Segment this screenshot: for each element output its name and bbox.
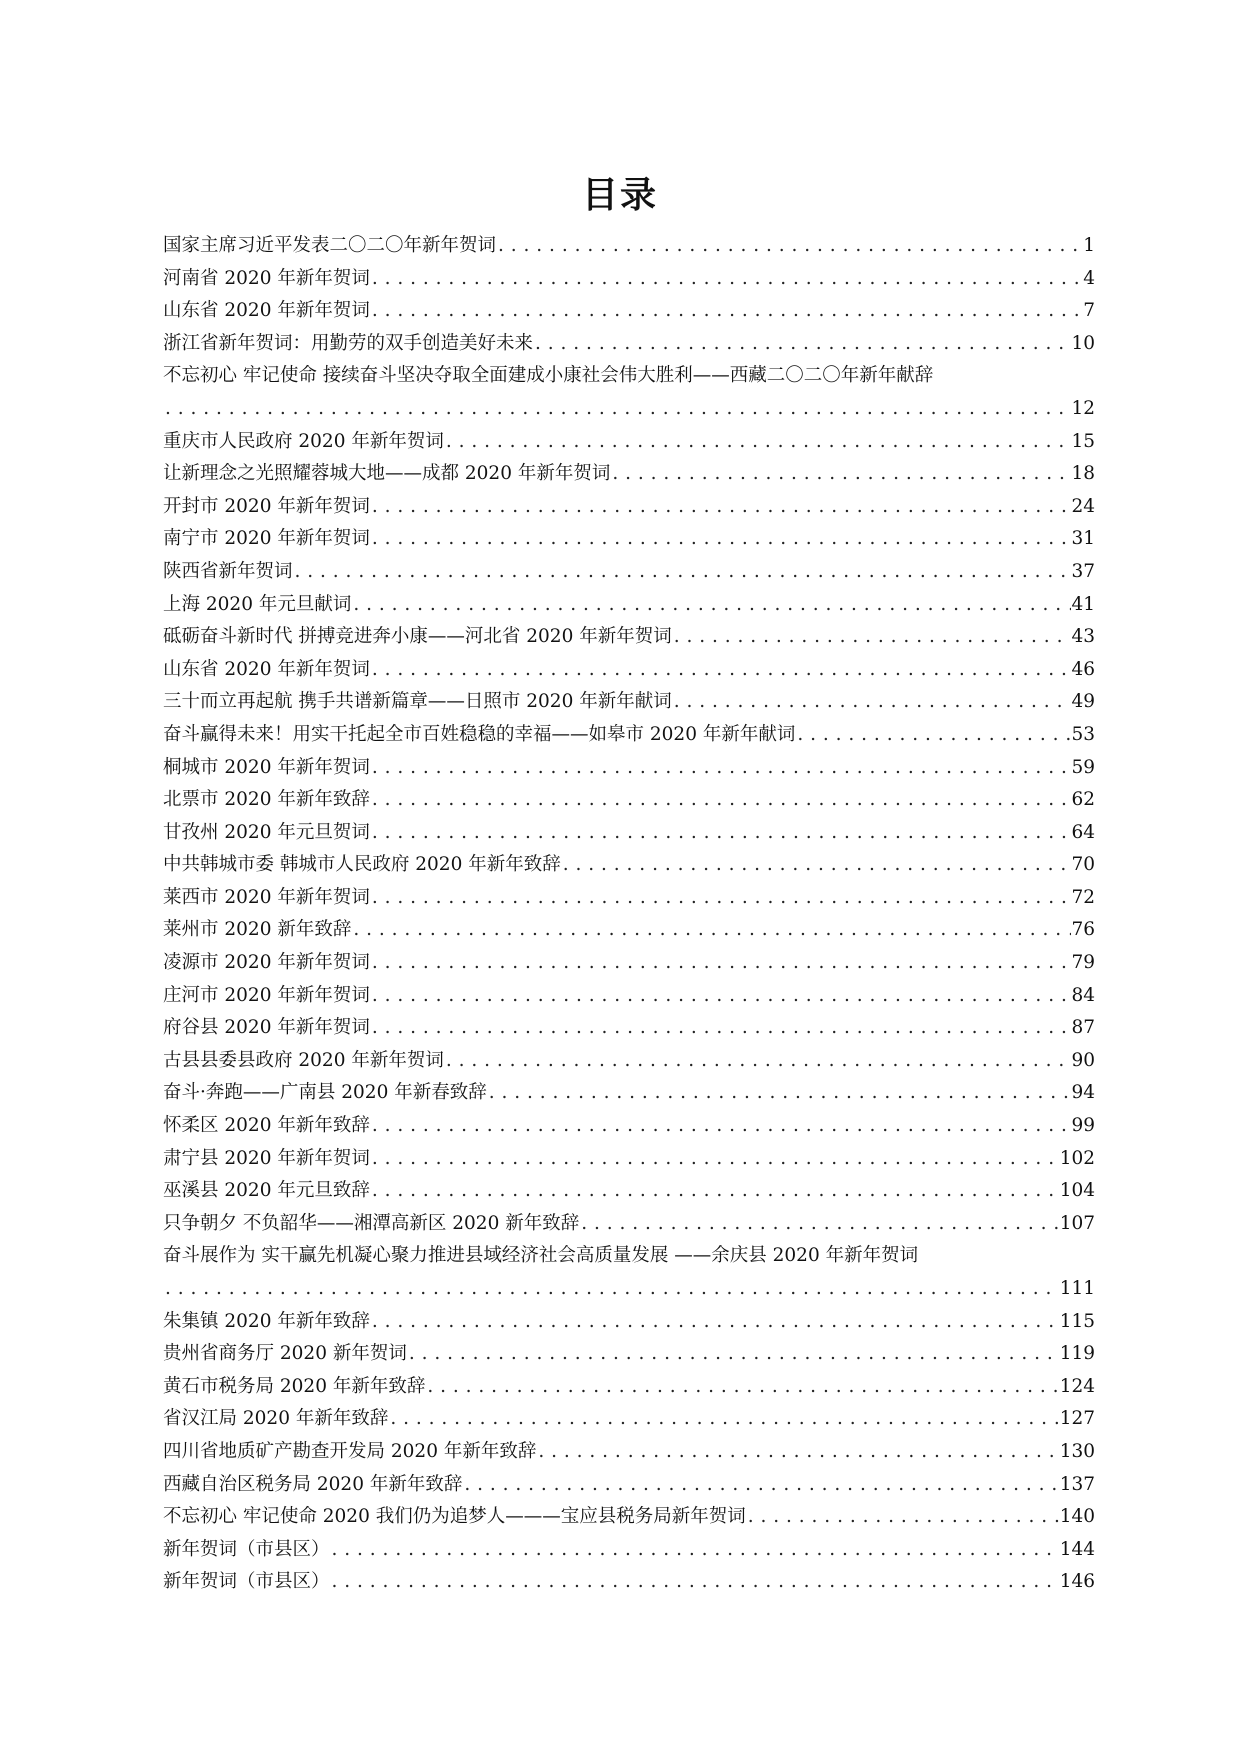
toc-page-number: 137 [1059, 1473, 1095, 1495]
dot-leader [610, 458, 1071, 491]
toc-entry-title: 只争朝夕 不负韶华——湘潭高新区 2020 新年致辞 [163, 1212, 580, 1234]
toc-entry-title: 新年贺词（市县区） [163, 1571, 330, 1593]
dot-leader [330, 1534, 1060, 1567]
dot-leader [533, 328, 1071, 361]
toc-page-number: 43 [1071, 626, 1095, 648]
dot-leader [672, 621, 1072, 654]
toc-page-number: 24 [1071, 495, 1095, 517]
toc-page-number: 111 [1059, 1278, 1095, 1299]
toc-page-number: 124 [1059, 1375, 1095, 1397]
toc-page-number: 94 [1071, 1082, 1095, 1104]
toc-page-number: 72 [1071, 886, 1095, 908]
dot-leader [672, 686, 1072, 719]
toc-entry[interactable] [163, 654, 1095, 687]
toc-entry-title: 陕西省新年贺词 [163, 560, 293, 582]
toc-entry[interactable] [163, 1045, 1095, 1078]
toc-entry[interactable] [163, 947, 1095, 980]
toc-entry-title: 北票市 2020 年新年致辞 [163, 789, 370, 811]
toc-entry[interactable] [163, 1077, 1095, 1110]
toc-entry[interactable] [163, 1012, 1095, 1045]
dot-leader [370, 1175, 1060, 1208]
dot-leader [370, 654, 1072, 687]
toc-entry-title: 奋斗展作为 实干赢先机凝心聚力推进县域经济社会高质量发展 ——余庆县 2020 年新年贺词 [163, 1245, 919, 1267]
dot-leader [330, 1566, 1060, 1599]
toc-entry[interactable] [163, 426, 1095, 459]
dot-leader [351, 914, 1071, 947]
dot-leader [579, 1208, 1059, 1241]
toc-entry-title: 巫溪县 2020 年元旦致辞 [163, 1180, 370, 1202]
toc-page-number: 59 [1071, 756, 1095, 778]
toc-entry[interactable] [163, 491, 1095, 524]
toc-entry[interactable] [163, 817, 1095, 850]
toc-entry[interactable] [163, 1469, 1095, 1502]
toc-page-number: 119 [1059, 1343, 1095, 1365]
toc-page-number: 15 [1071, 430, 1095, 452]
toc-entry-title: 让新理念之光照耀蓉城大地——成都 2020 年新年贺词 [163, 463, 611, 485]
toc-page-number: 130 [1059, 1440, 1095, 1462]
toc-page-number: 140 [1059, 1506, 1095, 1528]
toc-entry-title: 浙江省新年贺词：用勤劳的双手创造美好未来 [163, 332, 534, 354]
dot-leader [425, 1371, 1059, 1404]
dot-leader [370, 295, 1083, 328]
toc-entry[interactable] [163, 686, 1095, 719]
toc-entry-title: 贵州省商务厅 2020 新年贺词 [163, 1343, 407, 1365]
toc-entry[interactable] [163, 849, 1095, 882]
toc-entry[interactable] [163, 1338, 1095, 1371]
toc-page-number: 107 [1059, 1212, 1095, 1234]
toc-entry-title: 砥砺奋斗新时代 拼搏竞进奔小康——河北省 2020 年新年贺词 [163, 626, 672, 648]
toc-entry[interactable] [163, 719, 1095, 752]
toc-entry-title: 省汉江局 2020 年新年致辞 [163, 1408, 389, 1430]
toc-entry[interactable] [163, 263, 1095, 296]
dot-leader [163, 1273, 1060, 1306]
toc-entry-title: 朱集镇 2020 年新年致辞 [163, 1310, 370, 1332]
toc-entry-title: 山东省 2020 年新年贺词 [163, 658, 370, 680]
toc-entry[interactable] [163, 458, 1095, 491]
dot-leader [370, 523, 1072, 556]
toc-entry-title: 古县县委县政府 2020 年新年贺词 [163, 1049, 444, 1071]
toc-entry-title: 肃宁县 2020 年新年贺词 [163, 1147, 370, 1169]
toc-entry[interactable] [163, 914, 1095, 947]
toc-page-number: 12 [1071, 397, 1095, 419]
dot-leader [370, 980, 1072, 1013]
toc-entry-title: 桐城市 2020 年新年贺词 [163, 756, 370, 778]
toc-page-number: 104 [1059, 1180, 1095, 1202]
toc-entry[interactable] [163, 1534, 1095, 1567]
toc-page-number: 99 [1071, 1115, 1095, 1137]
toc-page-number: 115 [1059, 1310, 1095, 1332]
toc-page-number: 64 [1071, 821, 1095, 843]
toc-entry[interactable] [163, 980, 1095, 1013]
toc-entry-title: 黄石市税务局 2020 年新年致辞 [163, 1375, 426, 1397]
toc-entry-title: 莱州市 2020 新年致辞 [163, 919, 352, 941]
toc-entry[interactable] [163, 1208, 1095, 1241]
toc-entry[interactable] [163, 523, 1095, 556]
toc-entry[interactable] [163, 1501, 1095, 1534]
toc-page-number: 102 [1059, 1147, 1095, 1169]
toc-entry-title: 甘孜州 2020 年元旦贺词 [163, 821, 370, 843]
toc-entry[interactable] [163, 882, 1095, 915]
toc-entry-title: 山东省 2020 年新年贺词 [163, 300, 370, 322]
dot-leader [561, 849, 1072, 882]
toc-page-number: 70 [1071, 854, 1095, 876]
toc-entry-title: 重庆市人民政府 2020 年新年贺词 [163, 430, 444, 452]
toc-entry-title: 奋斗·奔跑——广南县 2020 年新春致辞 [163, 1082, 487, 1104]
dot-leader [388, 1403, 1059, 1436]
toc-page-number: 144 [1059, 1538, 1095, 1560]
toc-entry-title: 西藏自治区税务局 2020 年新年致辞 [163, 1473, 463, 1495]
dot-leader [407, 1338, 1060, 1371]
toc-page-number: 46 [1071, 658, 1095, 680]
toc-entry[interactable] [163, 1175, 1095, 1208]
toc-page-number: 84 [1071, 984, 1095, 1006]
toc-entry-title: 庄河市 2020 年新年贺词 [163, 984, 370, 1006]
toc-page-number: 53 [1071, 723, 1095, 745]
dot-leader [370, 1012, 1072, 1045]
toc-entry[interactable] [163, 1306, 1095, 1339]
toc-entry[interactable] [163, 1436, 1095, 1469]
toc-entry-title: 奋斗赢得未来！用实干托起全市百姓稳稳的幸福——如皋市 2020 年新年献词 [163, 723, 796, 745]
toc-entry[interactable] [163, 621, 1095, 654]
toc-entry-title: 不忘初心 牢记使命 2020 我们仍为追梦人———宝应县税务局新年贺词 [163, 1506, 746, 1528]
toc-entry[interactable] [163, 360, 1095, 425]
toc-entry-title: 莱西市 2020 年新年贺词 [163, 886, 370, 908]
dot-leader [444, 426, 1072, 459]
toc-entry-title: 怀柔区 2020 年新年致辞 [163, 1115, 370, 1137]
toc-page-number: 37 [1071, 560, 1095, 582]
toc-entry[interactable] [163, 784, 1095, 817]
toc-entry-title: 国家主席习近平发表二〇二〇年新年贺词 [163, 235, 497, 256]
toc-page-number: 18 [1071, 463, 1095, 485]
dot-leader [351, 589, 1071, 622]
toc-entry-title: 南宁市 2020 年新年贺词 [163, 528, 370, 550]
toc-page-number: 90 [1071, 1049, 1095, 1071]
dot-leader [370, 817, 1072, 850]
toc-page-number: 146 [1059, 1571, 1095, 1593]
toc-page-number: 79 [1071, 952, 1095, 974]
toc-page-number: 76 [1071, 919, 1095, 941]
dot-leader [370, 263, 1083, 296]
toc-page-number: 41 [1071, 593, 1095, 615]
toc-entry[interactable] [163, 1240, 1095, 1305]
dot-leader [370, 1306, 1060, 1339]
dot-leader [487, 1077, 1072, 1110]
dot-leader [370, 784, 1072, 817]
dot-leader [370, 947, 1072, 980]
dot-leader [444, 1045, 1072, 1078]
toc-entry-title: 开封市 2020 年新年贺词 [163, 495, 370, 517]
toc-entry-title: 四川省地质矿产勘查开发局 2020 年新年致辞 [163, 1440, 537, 1462]
dot-leader [746, 1501, 1060, 1534]
toc-entry-title: 新年贺词（市县区） [163, 1538, 330, 1560]
toc-entry[interactable] [163, 1566, 1095, 1599]
dot-leader [795, 719, 1071, 752]
dot-leader [370, 1110, 1072, 1143]
dot-leader [370, 882, 1072, 915]
dot-leader [293, 556, 1072, 589]
dot-leader [536, 1436, 1059, 1469]
dot-leader [370, 491, 1072, 524]
dot-leader [370, 1143, 1060, 1176]
toc-entry[interactable] [163, 1143, 1095, 1176]
dot-leader [462, 1469, 1059, 1502]
toc-entry-title: 上海 2020 年元旦献词 [163, 593, 352, 615]
toc-page-number: 127 [1059, 1408, 1095, 1430]
toc-entry-title: 府谷县 2020 年新年贺词 [163, 1017, 370, 1039]
toc-page-number: 4 [1083, 267, 1095, 289]
toc-entry-title: 不忘初心 牢记使命 接续奋斗坚决夺取全面建成小康社会伟大胜利——西藏二〇二〇年新年献辞 [163, 365, 934, 387]
toc-entry-title: 河南省 2020 年新年贺词 [163, 267, 370, 289]
toc-page-number: 87 [1071, 1017, 1095, 1039]
toc-entry[interactable] [163, 752, 1095, 785]
toc-page-number: 49 [1071, 691, 1095, 713]
toc-entry[interactable] [163, 556, 1095, 589]
toc-page-number: 7 [1083, 300, 1095, 322]
toc-page-number: 62 [1071, 789, 1095, 811]
toc-page-number: 31 [1071, 528, 1095, 550]
dot-leader [163, 393, 1071, 426]
dot-leader [496, 230, 1083, 263]
toc-heading: 目录 [581, 175, 658, 216]
toc-entry-title: 凌源市 2020 年新年贺词 [163, 952, 370, 974]
table-of-contents [163, 230, 1095, 1599]
toc-entry-title: 中共韩城市委 韩城市人民政府 2020 年新年致辞 [163, 854, 561, 876]
toc-entry[interactable] [163, 1110, 1095, 1143]
toc-entry[interactable] [163, 1403, 1095, 1436]
toc-entry[interactable] [163, 589, 1095, 622]
toc-entry[interactable] [163, 1371, 1095, 1404]
toc-page-number: 10 [1071, 332, 1095, 354]
dot-leader [370, 752, 1072, 785]
toc-page-number: 1 [1083, 235, 1095, 256]
toc-entry[interactable] [163, 230, 1095, 263]
toc-entry-title: 三十而立再起航 携手共谱新篇章——日照市 2020 年新年献词 [163, 691, 672, 713]
toc-entry[interactable] [163, 328, 1095, 361]
toc-entry[interactable] [163, 295, 1095, 328]
